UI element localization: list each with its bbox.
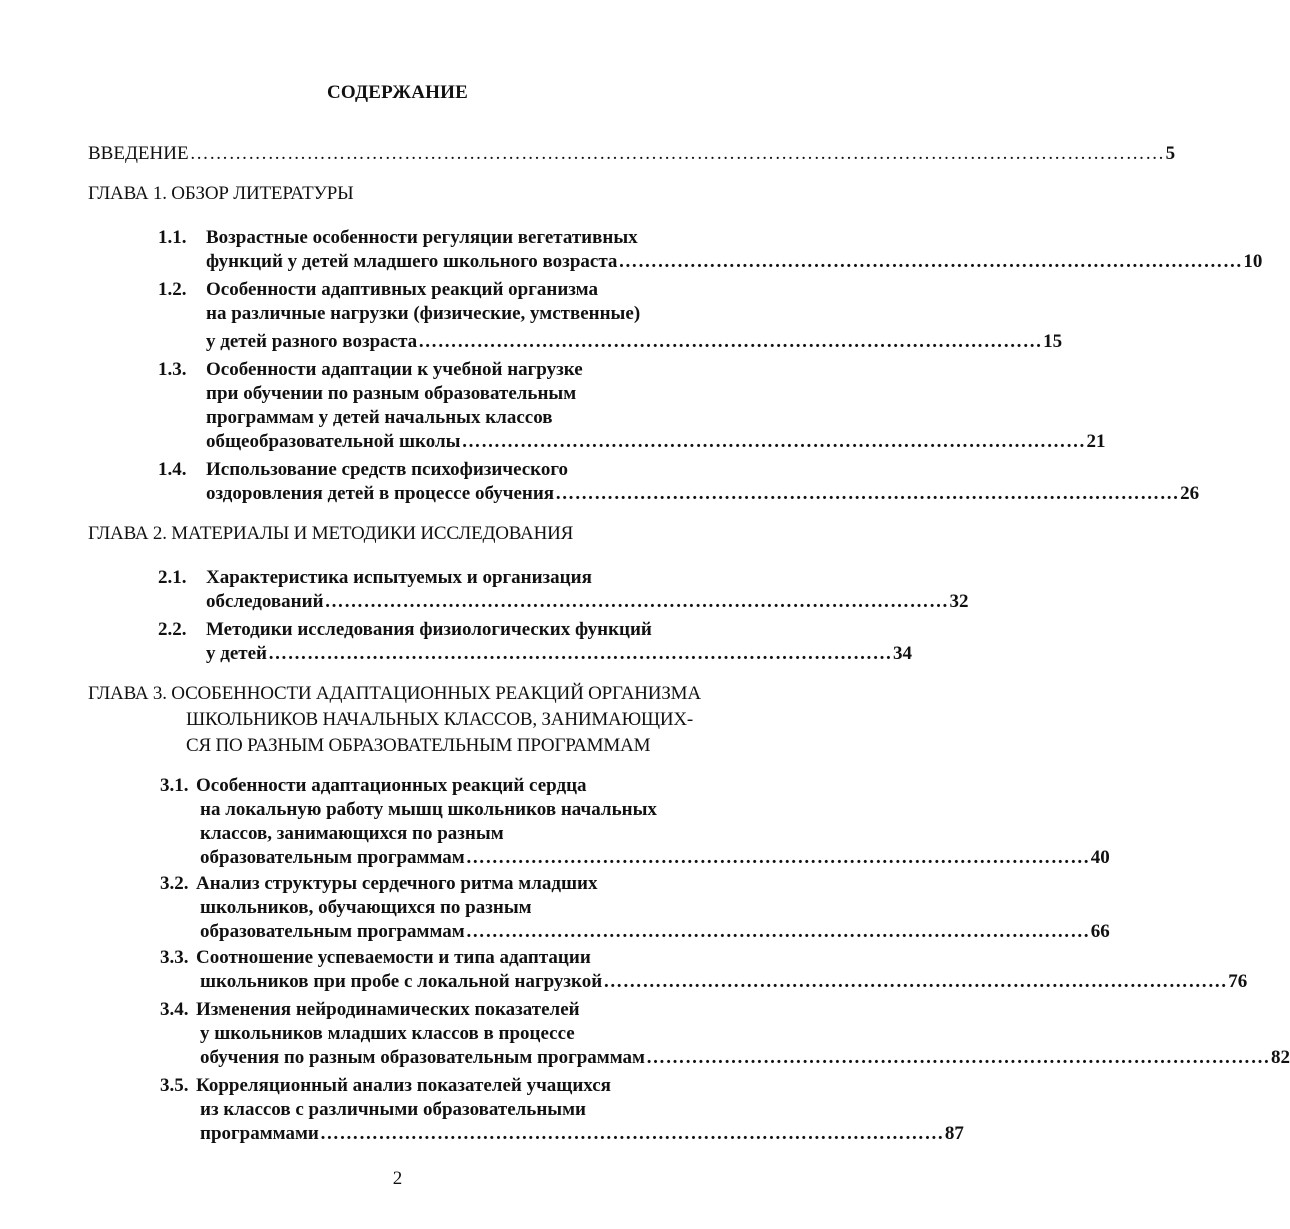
chapter-2-title[interactable]: ГЛАВА 2. МАТЕРИАЛЫ И МЕТОДИКИ ИССЛЕДОВАНИЯ bbox=[88, 523, 574, 544]
leader-dots: …………………………………………………………………………………… bbox=[418, 331, 1043, 352]
section-entry[interactable] bbox=[200, 1122, 964, 1146]
section-title-line: Изменения нейродинамических показателей bbox=[196, 999, 580, 1020]
section-number: 2.1. bbox=[158, 567, 187, 588]
section-title-line: у детей bbox=[206, 643, 268, 664]
section-page: 82 bbox=[1270, 1047, 1290, 1068]
section-entry[interactable] bbox=[206, 642, 913, 666]
section-number: 1.3. bbox=[158, 359, 187, 380]
section-number: 3.1. bbox=[160, 775, 189, 796]
leader-dots: …………………………………………………………………………………………………………………………………… bbox=[189, 143, 1165, 164]
leader-dots: …………………………………………………………………………………… bbox=[461, 431, 1086, 452]
section-page: 32 bbox=[949, 591, 969, 612]
section-entry[interactable] bbox=[200, 846, 1110, 870]
section-title-line: из классов с различными образовательными bbox=[200, 1099, 587, 1120]
section-entry[interactable] bbox=[200, 970, 1248, 994]
leader-dots: …………………………………………………………………………………… bbox=[555, 483, 1180, 504]
section-number: 3.3. bbox=[160, 947, 189, 968]
section-page: 26 bbox=[1180, 483, 1200, 504]
section-title-line: функций у детей младшего школьного возраста bbox=[206, 251, 618, 272]
section-number: 1.4. bbox=[158, 459, 187, 480]
section-title-line: при обучении по разным образовательным bbox=[206, 383, 577, 404]
section-page: 87 bbox=[944, 1123, 964, 1144]
toc-intro-page: 5 bbox=[1165, 143, 1176, 164]
section-title-line: образовательным программам bbox=[200, 847, 465, 868]
section-title-line: Соотношение успеваемости и типа адаптации bbox=[196, 947, 591, 968]
section-entry[interactable] bbox=[206, 482, 1200, 506]
section-title-line: Использование средств психофизического bbox=[206, 459, 569, 480]
section-title-line: Методики исследования физиологических функций bbox=[206, 619, 652, 640]
section-title-line: у детей разного возраста bbox=[206, 331, 418, 352]
section-page: 15 bbox=[1043, 331, 1063, 352]
section-number: 3.2. bbox=[160, 873, 189, 894]
section-number: 1.2. bbox=[158, 279, 187, 300]
section-title-line: обучения по разным образовательным программам bbox=[200, 1047, 645, 1068]
page-number: 2 bbox=[392, 1168, 403, 1189]
chapter-3-title[interactable]: ГЛАВА 3. ОСОБЕННОСТИ АДАПТАЦИОННЫХ РЕАКЦИЙ ОРГАНИЗМА bbox=[88, 683, 701, 704]
section-title-line: Особенности адаптивных реакций организма bbox=[206, 279, 598, 300]
section-entry[interactable] bbox=[206, 430, 1106, 454]
section-number: 1.1. bbox=[158, 227, 187, 248]
leader-dots: …………………………………………………………………………………… bbox=[645, 1047, 1270, 1068]
section-page: 10 bbox=[1243, 251, 1263, 272]
section-page: 66 bbox=[1090, 921, 1110, 942]
section-entry[interactable] bbox=[200, 920, 1110, 944]
leader-dots: …………………………………………………………………………………… bbox=[324, 591, 949, 612]
section-title-line: Возрастные особенности регуляции вегетативных bbox=[206, 227, 638, 248]
section-page: 21 bbox=[1086, 431, 1106, 452]
section-number: 3.5. bbox=[160, 1075, 189, 1096]
section-title-line: общеобразовательной школы bbox=[206, 431, 461, 452]
section-title-line: школьников при пробе с локальной нагрузкой bbox=[200, 971, 603, 992]
leader-dots: …………………………………………………………………………………… bbox=[618, 251, 1243, 272]
section-title-line: на различные нагрузки (физические, умственные) bbox=[206, 303, 641, 324]
toc-intro[interactable] bbox=[88, 142, 1176, 166]
section-title-line: программами bbox=[200, 1123, 319, 1144]
section-title-line: Особенности адаптации к учебной нагрузке bbox=[206, 359, 583, 380]
section-page: 34 bbox=[893, 643, 913, 664]
section-title-line: у школьников младших классов в процессе bbox=[200, 1023, 575, 1044]
section-title-line: Корреляционный анализ показателей учащихся bbox=[196, 1075, 611, 1096]
section-number: 3.4. bbox=[160, 999, 189, 1020]
section-entry[interactable] bbox=[206, 590, 969, 614]
leader-dots: …………………………………………………………………………………… bbox=[268, 643, 893, 664]
section-title-line: Анализ структуры сердечного ритма младших bbox=[196, 873, 598, 894]
section-title-line: на локальную работу мышц школьников начальных bbox=[200, 799, 657, 820]
chapter-3-title: СЯ ПО РАЗНЫМ ОБРАЗОВАТЕЛЬНЫМ ПРОГРАММАМ bbox=[186, 735, 651, 756]
leader-dots: …………………………………………………………………………………… bbox=[465, 921, 1090, 942]
leader-dots: …………………………………………………………………………………… bbox=[603, 971, 1228, 992]
section-title-line: Особенности адаптационных реакций сердца bbox=[196, 775, 587, 796]
section-number: 2.2. bbox=[158, 619, 187, 640]
section-title-line: обследований bbox=[206, 591, 324, 612]
page-title: СОДЕРЖАНИЕ bbox=[327, 82, 468, 103]
section-title-line: классов, занимающихся по разным bbox=[200, 823, 504, 844]
chapter-3-title: ШКОЛЬНИКОВ НАЧАЛЬНЫХ КЛАССОВ, ЗАНИМАЮЩИХ- bbox=[186, 709, 694, 730]
section-entry[interactable] bbox=[200, 1046, 1290, 1070]
section-entry[interactable] bbox=[206, 330, 1063, 354]
leader-dots: …………………………………………………………………………………… bbox=[465, 847, 1090, 868]
section-title-line: программам у детей начальных классов bbox=[206, 407, 553, 428]
chapter-1-title[interactable]: ГЛАВА 1. ОБЗОР ЛИТЕРАТУРЫ bbox=[88, 183, 354, 204]
section-title-line: оздоровления детей в процессе обучения bbox=[206, 483, 555, 504]
section-page: 76 bbox=[1228, 971, 1248, 992]
section-title-line: образовательным программам bbox=[200, 921, 465, 942]
leader-dots: …………………………………………………………………………………… bbox=[319, 1123, 944, 1144]
section-title-line: школьников, обучающихся по разным bbox=[200, 897, 532, 918]
section-entry[interactable] bbox=[206, 250, 1263, 274]
section-page: 40 bbox=[1090, 847, 1110, 868]
toc-intro-label: ВВЕДЕНИЕ bbox=[88, 143, 189, 164]
section-title-line: Характеристика испытуемых и организация bbox=[206, 567, 592, 588]
